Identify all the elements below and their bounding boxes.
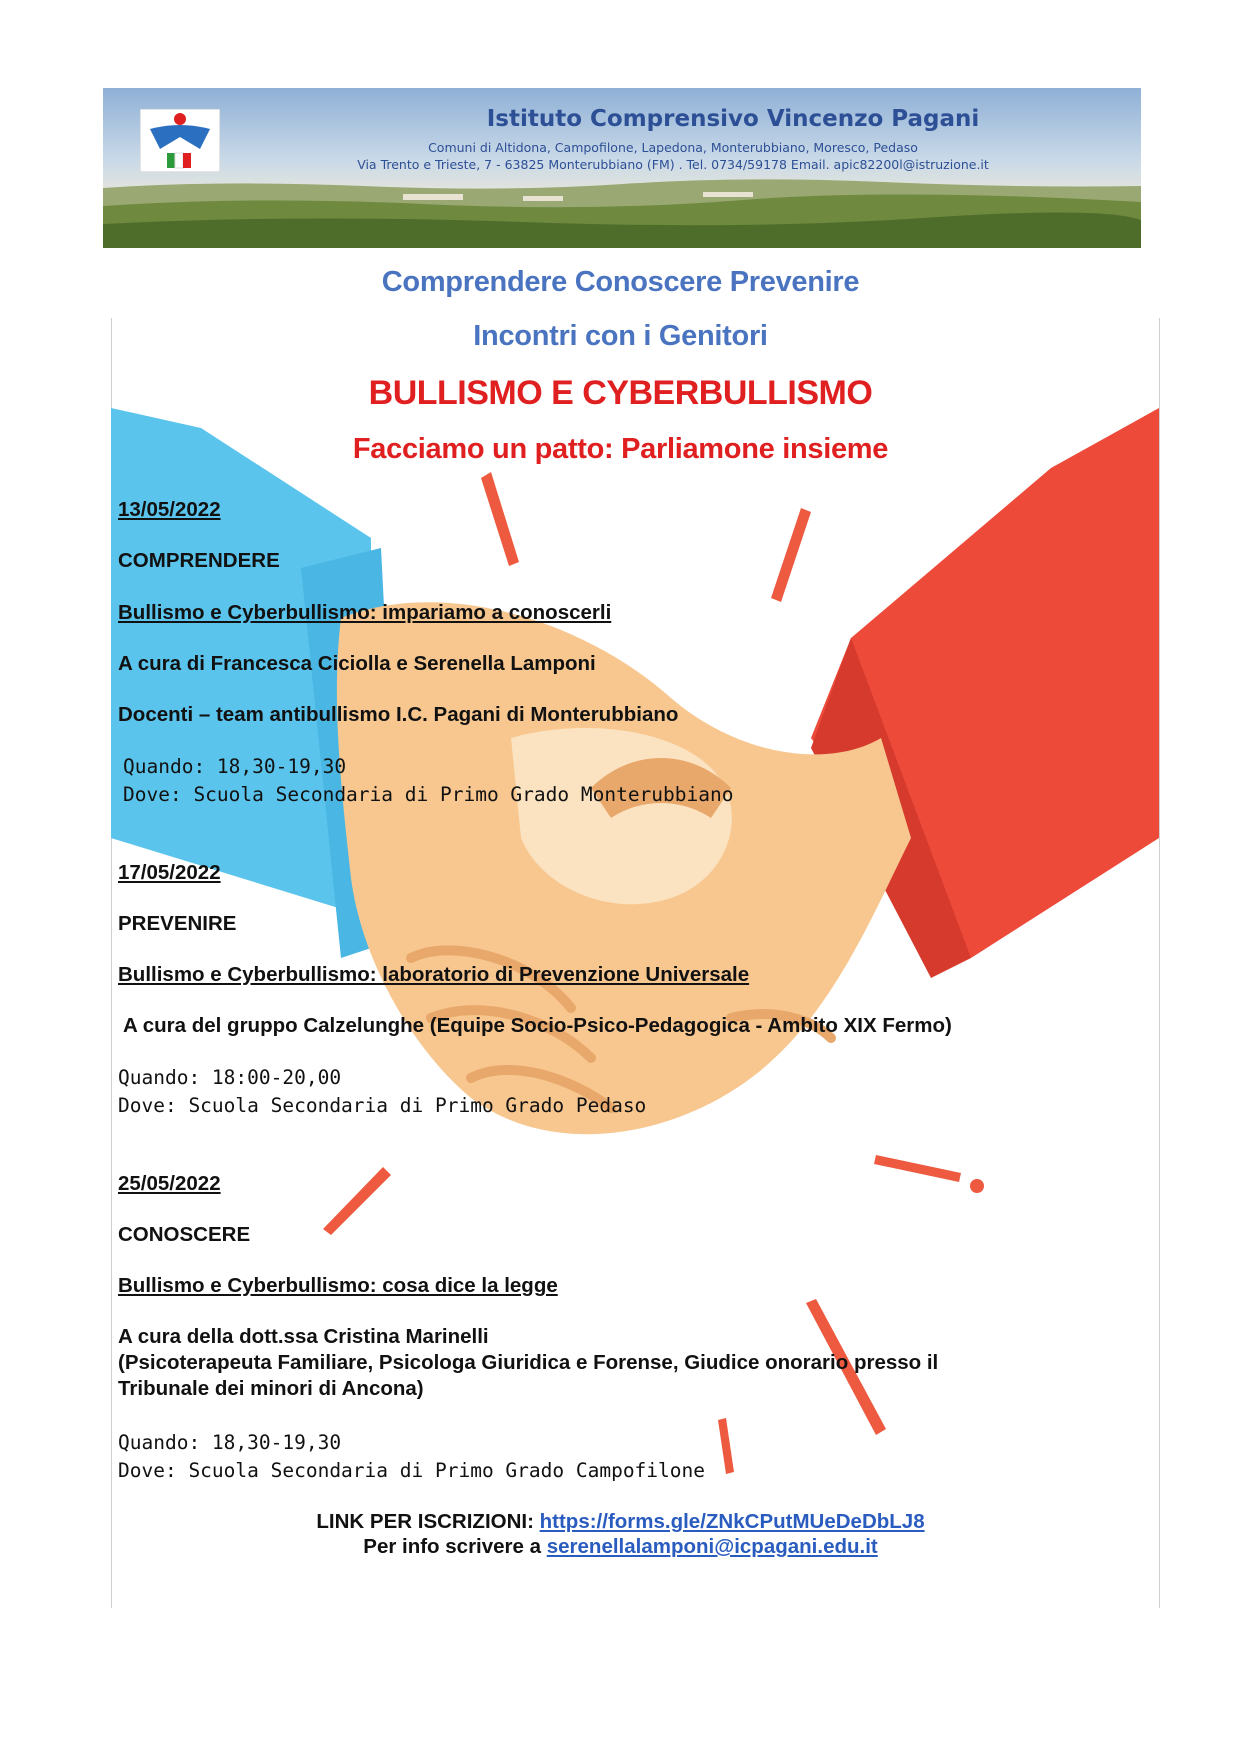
event-1-where: Dove: Scuola Secondaria di Primo Grado Monterubbiano [123, 783, 734, 806]
registration-link[interactable]: https://forms.gle/ZNkCPutMUeDeDbLJ8 [539, 1510, 925, 1533]
event-1-when: Quando: 18,30-19,30 [123, 755, 347, 778]
event-3-speakers: A cura della dott.ssa Cristina Marinelli [118, 1325, 489, 1348]
event-2-when: Quando: 18:00-20,00 [118, 1066, 342, 1089]
event-3-when: Quando: 18,30-19,30 [118, 1431, 342, 1454]
info-label: Per info scrivere a [363, 1535, 542, 1558]
event-3-phase: CONOSCERE [118, 1223, 251, 1246]
info-line [0, 1535, 1241, 1559]
school-logo [140, 109, 220, 172]
event-1-date: 13/05/2022 [118, 498, 221, 521]
event-1-topic: Bullismo e Cyberbullismo: impariamo a conoscerli [118, 601, 612, 624]
banner-address: Via Trento e Trieste, 7 - 63825 Monterubbiano (FM) . Tel. 0734/59178 Email. apic82200l@istruzione.it [357, 157, 989, 172]
registration-label: LINK PER ISCRIZIONI: [316, 1510, 534, 1533]
poster-right-edge [1159, 318, 1160, 1608]
school-banner [103, 88, 1141, 248]
event-2-where: Dove: Scuola Secondaria di Primo Grado Pedaso [118, 1094, 647, 1117]
event-3-topic: Bullismo e Cyberbullismo: cosa dice la legge [118, 1274, 558, 1297]
info-email-link[interactable]: serenellalamponi@icpagani.edu.it [546, 1535, 878, 1558]
heading-meetings: Incontri con i Genitori [473, 320, 768, 352]
event-1-role: Docenti – team antibullismo I.C. Pagani di Monterubbiano [118, 703, 679, 726]
event-3-date: 25/05/2022 [118, 1172, 221, 1195]
event-3-where: Dove: Scuola Secondaria di Primo Grado Campofilone [118, 1459, 705, 1482]
event-3-role-line-1: (Psicoterapeuta Familiare, Psicologa Giuridica e Forense, Giudice onorario presso il [118, 1351, 939, 1374]
banner-title: Istituto Comprensivo Vincenzo Pagani [486, 106, 980, 132]
heading-subtitle: Facciamo un patto: Parliamone insieme [352, 433, 889, 465]
heading-themes: Comprendere Conoscere Prevenire [381, 266, 860, 298]
event-1-speakers: A cura di Francesca Ciciolla e Serenella Lamponi [118, 652, 596, 675]
event-2-phase: PREVENIRE [118, 912, 237, 935]
event-2-date: 17/05/2022 [118, 861, 221, 884]
event-2-speakers: A cura del gruppo Calzelunghe (Equipe Socio-Psico-Pedagogica - Ambito XIX Fermo) [123, 1014, 952, 1037]
heading-main-title: BULLISMO E CYBERBULLISMO [368, 374, 873, 412]
registration-line [0, 1510, 1241, 1534]
banner-municipalities: Comuni di Altidona, Campofilone, Lapedona, Monterubbiano, Moresco, Pedaso [428, 140, 918, 155]
event-1-phase: COMPRENDERE [118, 549, 280, 572]
event-3-role-line-2: Tribunale dei minori di Ancona) [118, 1377, 424, 1400]
event-2-topic: Bullismo e Cyberbullismo: laboratorio di Prevenzione Universale [118, 963, 750, 986]
